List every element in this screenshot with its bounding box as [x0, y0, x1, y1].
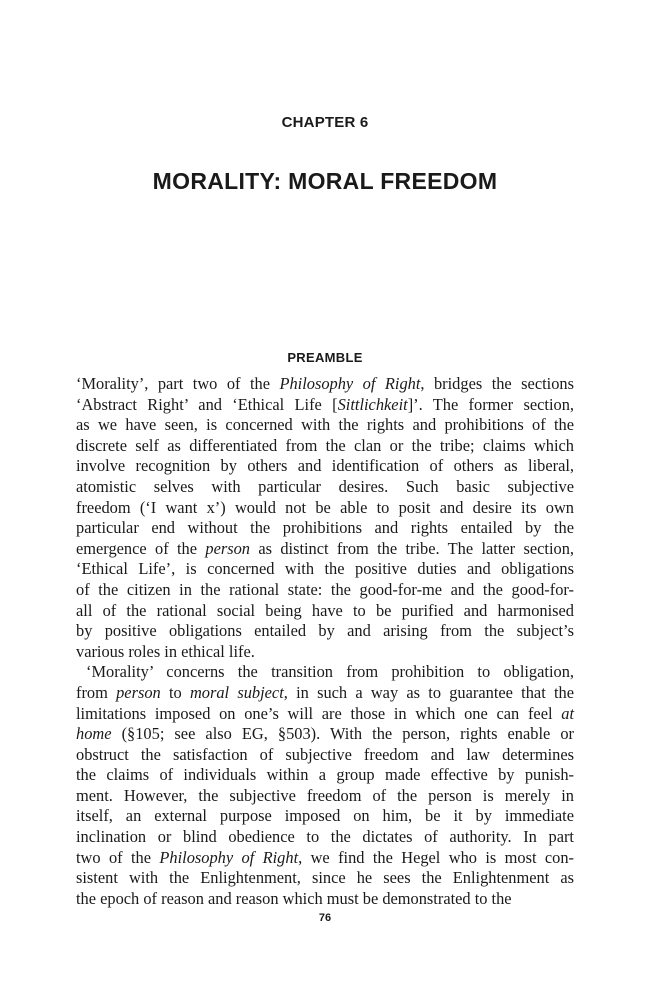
- text-line: [76, 436, 574, 457]
- text-run: limitations imposed on one’s will are those in which one can feel: [76, 703, 562, 723]
- italic-text: at: [561, 703, 574, 723]
- text-line: [76, 889, 574, 910]
- section-heading: PREAMBLE: [287, 350, 363, 365]
- text-run: ‘Ethical Life’, is concerned with the positive duties and obligations: [76, 559, 574, 579]
- text-run: itself, an external purpose imposed on him, be it by immediate: [76, 806, 574, 826]
- text-line: [76, 704, 574, 725]
- text-line: [76, 806, 574, 827]
- text-line: [76, 518, 574, 539]
- italic-text: moral subject: [189, 682, 284, 702]
- text-run: inclination or blind obedience to the dictates of authority. In part: [76, 827, 574, 847]
- italic-text: Philosophy of Right: [279, 374, 421, 393]
- text-line: [76, 662, 574, 683]
- text-line: [76, 848, 574, 869]
- italic-text: home: [76, 724, 112, 744]
- text-run: discrete self as differentiated from the clan or the tribe; claims which: [76, 435, 574, 455]
- text-line: [76, 745, 574, 766]
- text-run: ‘Morality’ concerns the transition from prohibition to obligation,: [86, 662, 574, 682]
- text-run: , in such a way as to guarantee that the: [283, 682, 574, 702]
- text-run: , bridges the sections: [420, 374, 574, 393]
- paragraph: [76, 374, 574, 662]
- text-run: obstruct the satisfaction of subjective freedom and law determines: [76, 744, 574, 764]
- italic-text: Philosophy of Right: [159, 847, 299, 867]
- text-run: as distinct from the tribe. The latter section,: [250, 538, 575, 558]
- text-line: [76, 539, 574, 560]
- text-run: two of the: [76, 847, 160, 867]
- chapter-title: MORALITY: MORAL FREEDOM: [152, 168, 498, 194]
- text-line: [76, 642, 574, 663]
- text-run: involve recognition by others and identification of others as liberal,: [76, 456, 574, 476]
- text-line: [76, 374, 574, 395]
- text-line: [76, 580, 574, 601]
- italic-text: person: [205, 538, 250, 558]
- text-line: [76, 498, 574, 519]
- text-line: [76, 559, 574, 580]
- text-run: various roles in ethical life.: [76, 641, 255, 661]
- text-run: particular end without the prohibitions and rights entailed by the: [76, 518, 574, 538]
- italic-text: person: [116, 682, 161, 702]
- text-line: [76, 868, 574, 889]
- text-run: of the citizen in the rational state: the good-for-me and the good-for-: [76, 579, 574, 599]
- text-run: the claims of individuals within a group made effective by punish-: [76, 765, 574, 785]
- text-run: sistent with the Enlightenment, since he sees the Enlightenment as: [76, 868, 574, 888]
- text-run: ]’. The former section,: [407, 394, 574, 414]
- text-line: [76, 395, 574, 416]
- paragraph: [76, 662, 574, 909]
- text-line: [76, 456, 574, 477]
- text-run: atomistic selves with particular desires. Such basic subjective: [76, 476, 574, 496]
- text-run: emergence of the: [76, 538, 206, 558]
- text-run: ment. However, the subjective freedom of the person is merely in: [76, 785, 574, 805]
- text-run: by positive obligations entailed by and arising from the subject’s: [76, 621, 574, 641]
- text-run: , we find the Hegel who is most con-: [298, 847, 574, 867]
- text-line: [76, 415, 574, 436]
- page-number: 76: [318, 912, 332, 924]
- text-line: [76, 827, 574, 848]
- text-run: ‘Abstract Right’ and ‘Ethical Life [: [76, 394, 338, 414]
- text-line: [76, 601, 574, 622]
- body-text: [76, 374, 574, 909]
- text-line: [76, 786, 574, 807]
- text-line: [76, 621, 574, 642]
- text-run: freedom (‘I want x’) would not be able to posit and desire its own: [76, 497, 574, 517]
- text-run: (§105; see also EG, §503). With the person, rights enable or: [111, 724, 574, 744]
- text-line: [76, 477, 574, 498]
- text-line: [76, 724, 574, 745]
- text-run: the epoch of reason and reason which must be demonstrated to the: [76, 888, 512, 908]
- text-run: all of the rational social being have to be purified and harmonised: [76, 600, 574, 620]
- text-run: from: [76, 682, 117, 702]
- italic-text: Sittlichkeit: [337, 394, 408, 414]
- text-run: ‘Morality’, part two of the: [76, 374, 280, 393]
- text-run: to: [160, 682, 190, 702]
- chapter-label: CHAPTER 6: [281, 114, 369, 131]
- text-run: as we have seen, is concerned with the rights and prohibitions of the: [76, 415, 574, 435]
- text-line: [76, 765, 574, 786]
- text-line: [76, 683, 574, 704]
